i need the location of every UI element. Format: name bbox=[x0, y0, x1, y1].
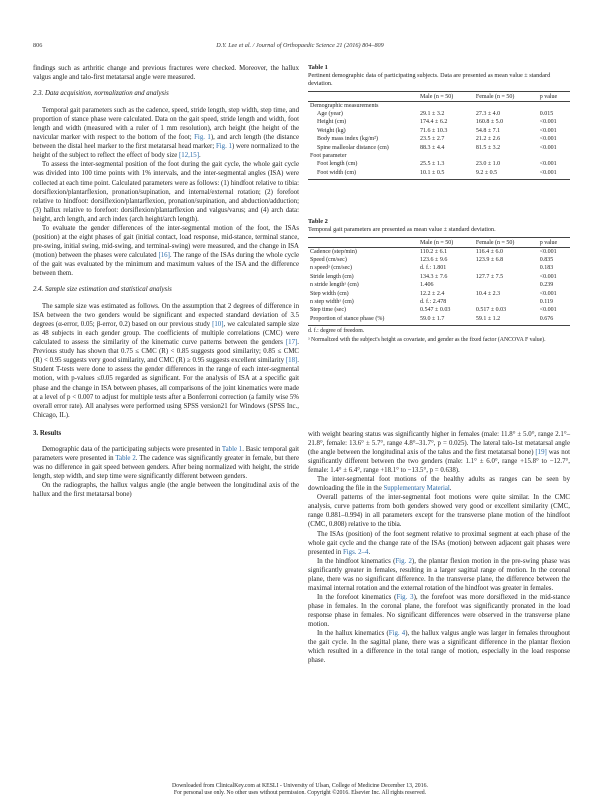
table-row bbox=[308, 127, 570, 135]
table-cell: 23.0 ± 1.0 bbox=[475, 161, 501, 168]
table-row bbox=[308, 265, 570, 273]
table-cell-label: Proportion of stance phase (%) bbox=[308, 315, 418, 325]
table1-link[interactable]: Table 1 bbox=[221, 445, 243, 453]
table-cell bbox=[538, 152, 570, 160]
figs-link[interactable]: Figs. 2–4 bbox=[342, 548, 369, 556]
table-cell-label: Weight (kg) bbox=[317, 127, 346, 134]
table-caption: Temporal gait parameters are presented as mean value ± standard deviation. bbox=[308, 226, 496, 233]
table-cell: 134.3 ± 7.6 bbox=[420, 273, 448, 280]
table-cell bbox=[418, 152, 474, 160]
table-header-cell bbox=[308, 92, 418, 102]
table-1 bbox=[308, 64, 570, 180]
table-row bbox=[308, 315, 570, 325]
table-cell: 59.1 ± 1.2 bbox=[474, 315, 538, 325]
table-header-cell: p value bbox=[538, 92, 570, 102]
table-2-grid bbox=[308, 237, 570, 326]
table-cell: <0.001 bbox=[539, 136, 557, 143]
ref-link[interactable]: [16] bbox=[158, 251, 170, 259]
table-row bbox=[308, 248, 570, 257]
table-row bbox=[308, 144, 570, 152]
table-cell: 1.406 bbox=[420, 282, 434, 289]
table-row bbox=[308, 102, 570, 111]
footer-line: Downloaded from ClinicalKey.com at KESLI - University of Ulsan, College of Medicine December 13, 2016. bbox=[172, 783, 428, 789]
table-cell: 174.4 ± 6.2 bbox=[420, 119, 448, 126]
table-cell bbox=[418, 102, 474, 111]
table-cell: 0.835 bbox=[539, 256, 554, 263]
table-cell: <0.001 bbox=[538, 169, 570, 179]
ref-link[interactable]: [18] bbox=[285, 357, 298, 365]
table-cell: 10.4 ± 2.3 bbox=[475, 290, 501, 297]
table-row bbox=[308, 307, 570, 315]
section-heading-2-4: 2.4. Sample size estimation and statistical analysis bbox=[33, 286, 172, 294]
table-footnote: d. f.: degree of freedom. bbox=[308, 327, 365, 334]
table-cell bbox=[474, 265, 538, 273]
fig1-link[interactable]: Fig. 1 bbox=[194, 134, 211, 142]
table-cell: <0.001 bbox=[539, 119, 557, 126]
table-row bbox=[308, 110, 570, 118]
table-row bbox=[308, 169, 570, 179]
table-cell: 81.5 ± 3.2 bbox=[475, 144, 501, 151]
table-cell bbox=[474, 282, 538, 290]
left-column bbox=[33, 64, 299, 499]
paragraph-supplementary: The inter-segmental foot motions of the healthy adults as ranges can be seen by downloading the file in the Supplementary Material. bbox=[308, 476, 570, 493]
table-row bbox=[308, 282, 570, 290]
paragraph-hindfoot: In the hindfoot kinematics (Fig. 2), the plantar flexion motion in the pre-swing phase was significantly greater in females, resulting in a larger sagittal range of motion. In the coronal plane, there was no significant difference. In the transverse plane, the difference between the maximal internal rotation and the external rotation of the hindfoot was greater in females. bbox=[308, 557, 570, 592]
table-cell: <0.001 bbox=[539, 127, 557, 134]
fig2-link[interactable]: Fig. 2 bbox=[395, 557, 412, 565]
table-row bbox=[308, 290, 570, 298]
table-row bbox=[308, 256, 570, 264]
section-heading-3: 3. Results bbox=[33, 429, 62, 437]
table-cell bbox=[474, 152, 538, 160]
table-cell: 0.676 bbox=[538, 315, 570, 325]
table-cell: 127.7 ± 7.5 bbox=[475, 273, 504, 280]
table-cell: d. f.: 1.801 bbox=[420, 265, 447, 272]
table-cell: 88.3 ± 4.4 bbox=[420, 144, 445, 151]
table-cell-label: Step width (cm) bbox=[310, 290, 349, 297]
right-column bbox=[308, 430, 570, 665]
table-cell: 12.2 ± 2.4 bbox=[420, 290, 445, 297]
table-cell-label: Body mass index (kg/m²) bbox=[317, 136, 378, 143]
table-caption: Pertinent demographic data of participating subjects. Data are presented as mean value ± standard deviation. bbox=[308, 72, 551, 87]
ref-link[interactable]: [17] bbox=[285, 339, 298, 347]
table-cell: <0.001 bbox=[539, 307, 557, 314]
table-1-grid bbox=[308, 91, 570, 180]
table-title: Table 1 bbox=[308, 64, 328, 71]
table-header-cell: Female (n = 50) bbox=[474, 238, 538, 248]
table-cell-label: Foot parameter bbox=[310, 152, 347, 159]
table-cell: <0.001 bbox=[539, 273, 557, 280]
journal-citation: D.Y. Lee et al. / Journal of Orthopaedic Science 21 (2016) 804–809 bbox=[216, 42, 384, 49]
paragraph-gender-differences: To evaluate the gender differences of the inter-segmental motion of the foot, the ISAs (position) at the eight phases of gait (initial contact, load response, mid-stance, terminal stance, pre-swing, initial swing, mid-swing, and terminal-swing) were measured, and the change in ISA (motion) between the phases were calculated [16]. The range of the ISAs during the whole cycle of the gait was evaluated by the minimum and maximum values of the ISA and the difference between them. bbox=[33, 224, 300, 277]
table-header-cell bbox=[308, 238, 418, 248]
paragraph-hallux-angle: with weight bearing status was significantly higher in females (male: 11.8° ± 5.0°, range 2.1°–21.8°, female: 13.6° ± 5.7°, range 4.8°–31.7°, p = 0.025). The lateral talo-1st metatarsal angle (the angle between the longitudinal axis of the talus and the first metatarsal bone) [19] was not significantly different between the two genders (male: 1.1° ± 6.0°, range +15.8° to −12.7°, female: 1.4° ± 6.4°, range +18.1° to −13.5°, p = 0.638). bbox=[308, 431, 570, 475]
table-cell: 0.015 bbox=[539, 110, 554, 117]
table-row bbox=[308, 161, 570, 169]
paragraph-isa-position: The ISAs (position) of the foot segment relative to proximal segment at each phase of the whole gait cycle and the change rate of the ISAs (motion) between adjacent gait phases were presented in Figs. 2–4. bbox=[308, 530, 570, 556]
paragraph-results: Demographic data of the participating subjects were presented in Table 1. Basic temporal gait parameters were presented in Table 2. The cadence was significantly greater in female, but there was no difference in gait speed between genders. After being normalized with height, the stride length, step width, and step time were significantly different between genders. bbox=[33, 445, 300, 480]
table-cell-label: Foot width (cm) bbox=[308, 169, 418, 179]
table-cell: 29.1 ± 3.2 bbox=[420, 110, 445, 117]
table-cell-label: Height (cm) bbox=[317, 119, 347, 126]
table-footnote: ᵃ Normalized with the subject's height as covariate, and gender as the fixed factor (ANCOVA F value). bbox=[308, 337, 546, 344]
table-row bbox=[308, 298, 570, 306]
table-cell: 27.3 ± 4.0 bbox=[475, 110, 501, 117]
table-cell-label: Speed (cm/sec) bbox=[310, 256, 347, 263]
table-cell bbox=[474, 102, 538, 111]
table-row bbox=[308, 152, 570, 160]
table-cell bbox=[538, 102, 570, 111]
table-cell-label: Foot length (cm) bbox=[317, 161, 358, 168]
table-cell: 160.8 ± 5.0 bbox=[475, 119, 504, 126]
table-cell-label: Cadence (step/min) bbox=[310, 248, 357, 255]
page-footer bbox=[0, 783, 600, 797]
fig1-link[interactable]: Fig. 1 bbox=[215, 143, 232, 151]
table2-link[interactable]: Table 2 bbox=[115, 454, 136, 462]
table-row bbox=[308, 119, 570, 127]
paragraph-forefoot: In the forefoot kinematics (Fig. 3), the forefoot was more dorsiflexed in the mid-stance phase in females. In the coronal plane, the forefoot was significantly pronated in the load response phase in females. No significant differences were observed in the transverse plane motion. bbox=[308, 593, 571, 628]
page-number: 806 bbox=[33, 42, 43, 49]
table-cell: 25.5 ± 1.3 bbox=[420, 161, 445, 168]
intro-paragraph: findings such as arthritic change and previous fractures were checked. Moreover, the hallux valgus angle and talo-first metatarsal angle were measured. bbox=[33, 65, 299, 82]
paragraph-gait-params: Temporal gait parameters such as the cadence, speed, stride length, step width, step time, and proportion of stance phase were calculated. Data on the gait speed, stride length and width, foot length and width (measured with a ruler of 1 mm resolution), arch height (the height of the navicular marker with respect to the bottom of the foot; Fig. 1), and arch length (the distance between the distal heel marker to the first metatarsal head marker; Fig. 1) were normalized to the height of the subject to reflect the effect of body size [12,15]. bbox=[33, 107, 299, 160]
paragraph-cmc: Overall patterns of the inter-segmental foot motions were quite similar. In the CMC analysis, curve patterns from both genders showed very good or excellent similarity (CMC, range 0.881–0.994) in all parameters except for the transverse plane motion of the hindfoot (CMC, 0.808) relative to the tibia. bbox=[308, 494, 570, 529]
table-title: Table 2 bbox=[308, 218, 328, 225]
table-2 bbox=[308, 218, 570, 345]
table-header-cell: Male (n = 50) bbox=[418, 92, 474, 102]
table-row bbox=[308, 136, 570, 144]
table-cell: 110.2 ± 6.1 bbox=[420, 248, 448, 255]
table-cell: 0.517 ± 0.03 bbox=[475, 307, 507, 314]
table-cell-label: Demographic measurements bbox=[310, 102, 379, 109]
table-cell: <0.001 bbox=[539, 248, 557, 255]
ref-link[interactable]: [10] bbox=[212, 321, 224, 329]
fig4-link[interactable]: Fig. 4 bbox=[388, 630, 406, 638]
table-cell: 9.2 ± 0.5 bbox=[474, 169, 538, 179]
paragraph-radiographs: On the radiographs, the hallux valgus angle (the angle between the longitudinal axis of the hallux and the first metatarsal bone) bbox=[33, 481, 299, 498]
fig3-link[interactable]: Fig. 3 bbox=[396, 593, 414, 601]
section-heading-2-3: 2.3. Data acquisition, normalization and analysis bbox=[33, 90, 169, 98]
table-cell-label: n speedᵃ (cm/sec) bbox=[310, 265, 352, 272]
ref-link[interactable]: [12,15] bbox=[179, 152, 199, 160]
table-cell: <0.001 bbox=[539, 161, 557, 168]
table-cell-label: n step widthᵃ (cm) bbox=[310, 298, 354, 305]
table-cell: 10.1 ± 0.5 bbox=[418, 169, 474, 179]
table-header-cell: Male (n = 50) bbox=[418, 238, 474, 248]
table-cell: 54.8 ± 7.1 bbox=[475, 127, 501, 134]
table-cell: <0.001 bbox=[539, 290, 557, 297]
table-cell: 123.6 ± 9.6 bbox=[420, 256, 448, 263]
page-header bbox=[33, 42, 567, 54]
table-cell-label: Step time (sec) bbox=[310, 307, 346, 314]
paragraph-hallux: In the hallux kinematics (Fig. 4), the hallux valgus angle was larger in females throughout the gait cycle. In the sagittal plane, there was a significant difference in the plantar flexion which resulted in a difference in the total range of motion, especially in the load response phase. bbox=[308, 630, 570, 665]
supplementary-link[interactable]: Supplementary Material bbox=[383, 485, 450, 493]
table-cell: 0.239 bbox=[539, 282, 554, 289]
table-cell-label: Stride length (cm) bbox=[310, 273, 354, 280]
table-header-cell: p value bbox=[538, 238, 570, 248]
paragraph-isa: To assess the inter-segmental position of the foot during the gait cycle, the whole gait cycle was divided into 100 time points with 1% intervals, and the inter-segmental angles (ISA) were collected at each time point. Calculated parameters were as follows: (1) hindfoot relative to tibia: dorsiflexion/plantarflexion, pronation/supination, and internal/external rotation; (2) forefoot relative to hindfoot: dorsiflexion/plantarflexion, pronation/supination, and abduction/adduction; (3) hallux relative to forefoot: dorsiflexion/plantarflexion and valgus/varus; and (4) arch data: height, arch length, and arch index (arch height/arch length). bbox=[33, 161, 299, 223]
table-cell: d. f.: 2.478 bbox=[420, 298, 447, 305]
table-row bbox=[308, 273, 570, 281]
table-cell: 59.0 ± 1.7 bbox=[418, 315, 474, 325]
table-cell: 21.2 ± 2.6 bbox=[475, 136, 501, 143]
table-cell: 116.4 ± 6.0 bbox=[475, 248, 503, 255]
table-cell: 23.5 ± 2.7 bbox=[420, 136, 445, 143]
table-cell-label: Age (year) bbox=[317, 110, 343, 117]
table-cell-label: Spine malleolar distance (cm) bbox=[317, 144, 389, 151]
table-header-cell: Female (n = 50) bbox=[474, 92, 538, 102]
table-cell: 71.6 ± 10.3 bbox=[420, 127, 448, 134]
table-cell: <0.001 bbox=[539, 144, 557, 151]
table-cell-label: n stride lengthᵃ (cm) bbox=[310, 282, 359, 289]
table-header-row bbox=[308, 92, 570, 102]
table-cell bbox=[474, 298, 538, 306]
table-cell: 0.183 bbox=[539, 265, 554, 272]
paragraph-sample-size: The sample size was estimated as follows. On the assumption that 2 degrees of difference in ISA between the two genders would be significant and expected standard deviation of 3.5 degrees (α-error, 0.05; β-error, 0.2) based on our previous study [10], we calculated sample size as 48 subjects in each gender group. The coefficients of multiple correlations (CMC) were calculated to assess the similarity of the kinematic curve patterns between the genders [17]. Previous study has shown that 0.75 ≤ CMC (R) < 0.85 suggests good similarity; 0.85 ≤ CMC (R) < 0.95 suggests very good similarity, and CMC (R) ≥ 0.95 suggests excellent similarity [18]. Student T-tests were done to assess the gender differences in the range of each inter-segmental motion, with p-values ≤0.05 regarded as significant. For the analysis of ISA at a specific gait phase and the change in ISA between phases, all comparisons of the joint kinematics were made at a level of p < 0.007 to adjust for multiple tests after a Bonferroni correction (a family wise 5% overall error rate). All analyses were performed using SPSS version21 for Windows (SPSS Inc., Chicago, IL). bbox=[33, 303, 299, 419]
table-cell: 0.547 ± 0.03 bbox=[420, 307, 451, 314]
table-cell: 0.119 bbox=[539, 298, 553, 305]
table-cell: 123.9 ± 6.8 bbox=[475, 256, 504, 263]
ref-link[interactable]: [19] bbox=[535, 449, 547, 457]
table-header-row bbox=[308, 238, 570, 248]
footer-line: For personal use only. No other uses without permission. Copyright ©2016. Elsevier Inc. All rights reserved. bbox=[173, 790, 427, 796]
